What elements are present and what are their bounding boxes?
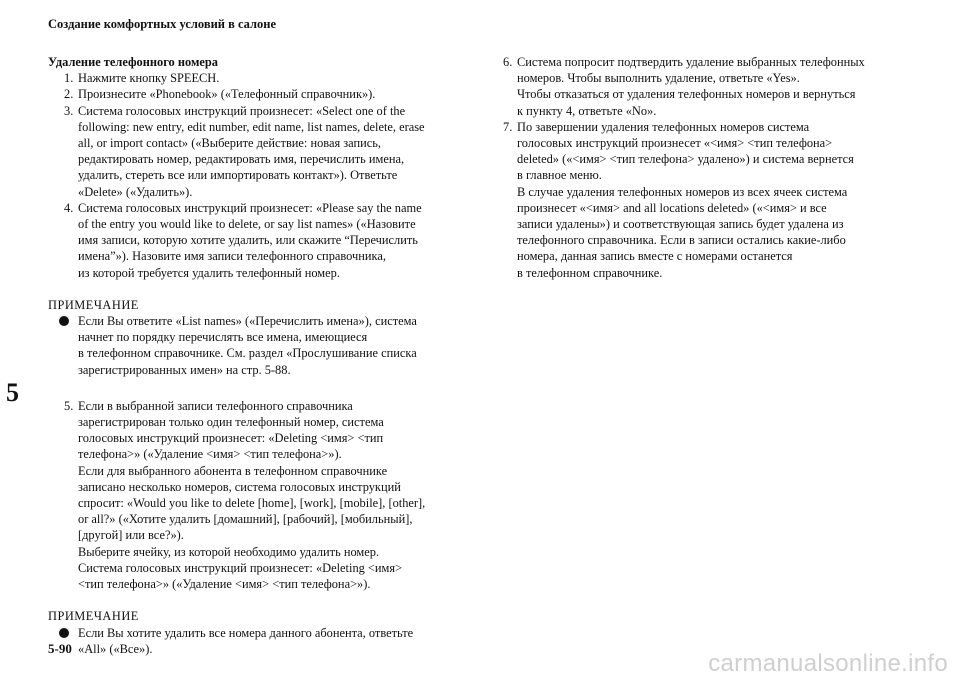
bullet-icon <box>59 628 69 638</box>
note-text: Если Вы ответите «List names» («Перечислить имена»), система начнет по порядку перечислять все имена, имеющиеся в телефонном справочнике. См. раздел «Прослушивание списка зарегистрированных имен» на стр. 5-88. <box>78 314 417 377</box>
note-title: ПРИМЕЧАНИЕ <box>48 297 139 312</box>
step-text: Нажмите кнопку SPEECH. <box>78 71 220 86</box>
step-text: Произнесите «Phonebook» («Телефонный справочник»). <box>78 87 376 102</box>
note-2 <box>48 625 468 657</box>
chapter-tab: 5 <box>6 378 19 407</box>
step-6 <box>499 54 909 119</box>
section-title: Удаление телефонного номера <box>48 55 218 69</box>
step-2 <box>48 86 468 102</box>
step-number: 5. <box>64 398 74 413</box>
watermark: carmanualsonline.info <box>708 650 948 677</box>
step-text: Если в выбранной записи телефонного справочника зарегистрирован только один телефонный номер, система голосовых инструкций произнесет: «Deleting <имя> <тип телефона>» («Удаление <имя> <тип телефона>»). Если для выбранного абонента в телефонном справочнике записано несколько номеров, система голосовых инструкций спросит: «Would you like to delete [home], [work], [mobile], [other], or all?» («Хотите удалить [домашний], [рабочий], [мобильный], [другой] или все?»). Выберите ячейку, из которой необходимо удалить номер. Система голосовых инструкций произнесет: «Deleting <имя> <тип телефона>» («Удаление <имя> <тип телефона>»). <box>78 398 426 592</box>
step-number: 4. <box>64 200 74 215</box>
section-header: Создание комфортных условий в салоне <box>48 17 277 31</box>
step-number: 3. <box>64 103 74 118</box>
note-1 <box>48 313 468 378</box>
right-column <box>499 54 909 281</box>
note-text: Если Вы хотите удалить все номера данного абонента, ответьте «All» («Все»). <box>78 625 414 656</box>
step-text: Система голосовых инструкций произнесет: «Select one of the following: new entry, edit number, edit name, list names, delete, erase all, or import contact» («Выберите действие: новая запись, редактировать номер, редактировать имя, перечислить имена, удалить, стереть все или импортировать контакт»). Ответьте «Delete» («Удалить»). <box>78 103 425 199</box>
step-5 <box>48 398 468 592</box>
step-number: 1. <box>64 71 74 86</box>
step-text: По завершении удаления телефонных номеров система голосовых инструкций произнесет «<имя> <тип телефона> deleted» («<имя> <тип телефона> удалено») и система вернется в главное меню. В случае удаления телефонных номеров из всех ячеек система произнесет «<имя> and all locations deleted» («<имя> и все записи удалены») и соответствующая запись будет удалена из телефонного справочника. Если в записи остались какие-либо номера, данная запись вместе с номерами останется в телефонном справочнике. <box>517 119 854 280</box>
step-text: Система попросит подтвердить удаление выбранных телефонных номеров. Чтобы выполнить удаление, ответьте «Yes». Чтобы отказаться от удаления телефонных номеров и вернуться к пункту 4, ответьте «No». <box>517 55 865 118</box>
step-1 <box>48 70 468 86</box>
step-3 <box>48 103 468 200</box>
note-title: ПРИМЕЧАНИЕ <box>48 609 139 624</box>
step-7 <box>499 119 909 281</box>
left-column <box>48 54 468 657</box>
bullet-icon <box>59 316 69 326</box>
step-text: Система голосовых инструкций произнесет: «Please say the name of the entry you would like to delete, or say list names» («Назовите имя записи, которую хотите удалить, или скажите “Перечислить имена”»). Назовите имя записи телефонного справочника, из которой требуется удалить телефонный номер. <box>78 200 422 280</box>
step-number: 7. <box>503 119 513 134</box>
step-number: 6. <box>503 55 513 69</box>
step-4 <box>48 200 468 281</box>
step-number: 2. <box>64 87 74 102</box>
page-number: 5-90 <box>48 641 72 656</box>
